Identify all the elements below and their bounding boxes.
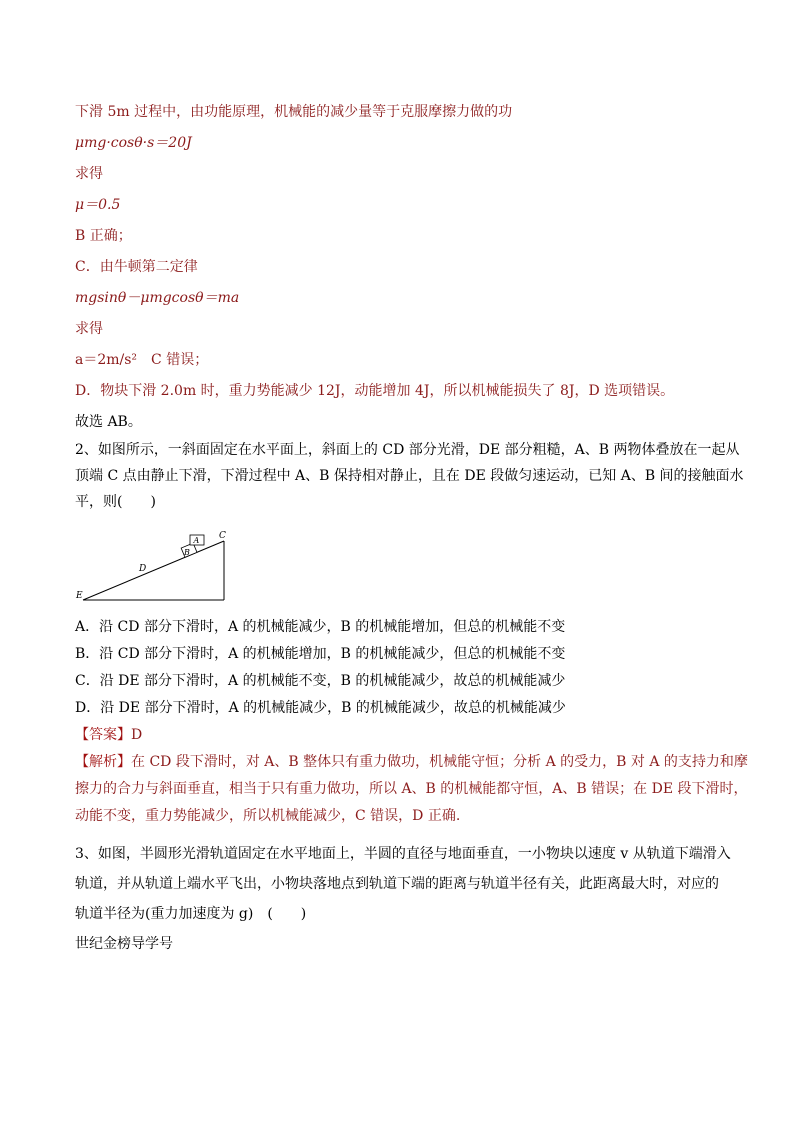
analysis-text-1: 在 CD 段下滑时，对 A、B 整体只有重力做功，机械能守恒；分析 A 的受力，B 对 A 的支持力和摩 <box>131 754 748 770</box>
solution-line-6: C．由牛顿第二定律 <box>75 259 198 275</box>
answer-tag: 【答案】 <box>75 727 131 743</box>
incline-figure <box>75 527 235 607</box>
solution-equation-newton: mgsinθ－μmgcosθ＝ma <box>75 290 240 306</box>
question-2-analysis-line-2: 擦力的合力与斜面垂直，相当于只有重力做功，所以 A、B 的机械能都守恒，A、B 错误；在 DE 段下滑时， <box>75 781 748 797</box>
question-3-stem-line-3: 轨道半径为(重力加速度为 g) ( ) <box>75 906 307 922</box>
point-e-label: E <box>76 591 83 601</box>
incline-slope-line <box>83 541 224 600</box>
solution-line-8: 求得 <box>75 321 103 337</box>
point-c-label: C <box>219 531 226 541</box>
question-2-option-a: A．沿 CD 部分下滑时，A 的机械能减少，B 的机械能增加，但总的机械能不变 <box>75 619 566 635</box>
question-2-analysis-line-1 <box>75 752 748 772</box>
solution-conclusion: 故选 AB。 <box>75 414 142 430</box>
question-2-option-c: C．沿 DE 部分下滑时，A 的机械能不变，B 的机械能减少，故总的机械能减少 <box>75 673 566 689</box>
question-2-option-b: B．沿 CD 部分下滑时，A 的机械能增加，B 的机械能减少，但总的机械能不变 <box>75 646 566 662</box>
footer-note: 世纪金榜导学号 <box>75 936 173 952</box>
solution-equation-friction-work: μmg·cosθ·s＝20J <box>75 135 192 151</box>
question-3-stem-line-2: 轨道，并从轨道上端水平飞出，小物块落地点到轨道下端的距离与轨道半径有关，此距离最大时，对应的 <box>75 876 719 892</box>
question-2-analysis-line-3: 动能不变，重力势能减少，所以机械能减少，C 错误，D 正确. <box>75 808 461 824</box>
solution-equation-mu: μ＝0.5 <box>75 197 121 213</box>
solution-equation-acceleration: a＝2m/s² C 错误； <box>75 352 209 368</box>
block-b-label: B <box>184 548 190 557</box>
solution-line-1: 下滑 5m 过程中，由功能原理，机械能的减少量等于克服摩擦力做的功 <box>75 104 513 120</box>
solution-line-3: 求得 <box>75 166 103 182</box>
answer-value: D <box>131 727 143 743</box>
solution-line-5: B 正确； <box>75 228 132 244</box>
question-2-option-d: D．沿 DE 部分下滑时，A 的机械能减少，B 的机械能减少，故总的机械能减少 <box>75 700 566 716</box>
point-d-label: D <box>139 564 147 574</box>
question-2-stem-line-2: 顶端 C 点由静止下滑，下滑过程中 A、B 保持相对静止，且在 DE 段做匀速运动，已知 A、B 间的接触面水 <box>75 468 744 484</box>
analysis-tag: 【解析】 <box>75 754 131 770</box>
question-2-answer <box>75 725 734 745</box>
question-2-stem-line-1: 2、如图所示，一斜面固定在水平面上，斜面上的 CD 部分光滑，DE 部分粗糙，A、B 两物体叠放在一起从 <box>75 442 740 458</box>
solution-line-10: D．物块下滑 2.0m 时，重力势能减少 12J，动能增加 4J，所以机械能损失了 8J，D 选项错误。 <box>75 383 675 399</box>
question-3-stem-line-1: 3、如图，半圆形光滑轨道固定在水平地面上，半圆的直径与地面垂直，一小物块以速度 v 从轨道下端滑入 <box>75 846 731 862</box>
block-a-label: A <box>193 536 200 545</box>
question-2-stem-line-3: 平，则( ) <box>75 494 156 510</box>
